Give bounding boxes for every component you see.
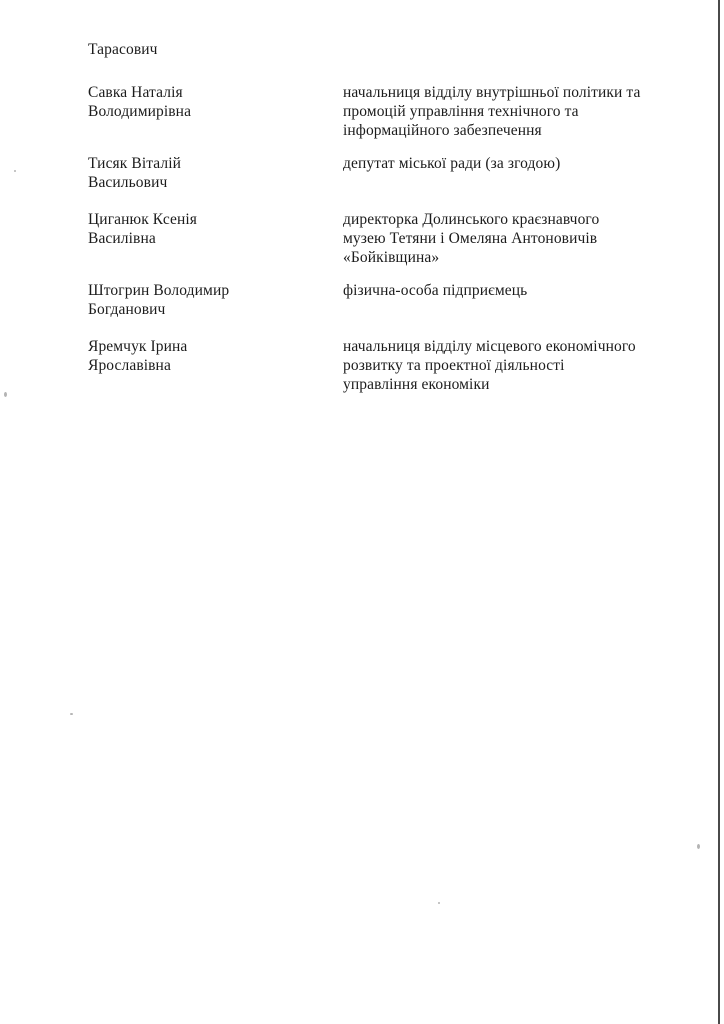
scan-speck (438, 902, 440, 904)
member-role-line: начальниця відділу внутрішньої політики та (343, 84, 641, 101)
member-role-line: інформаційного забезпечення (343, 122, 542, 139)
member-role-line: начальниця відділу місцевого економічного (343, 338, 636, 355)
scan-speck (70, 713, 73, 715)
member-name (88, 83, 343, 121)
leading-line: Тарасович (88, 41, 158, 58)
member-role-line: промоцій управління технічного та (343, 103, 579, 120)
member-role (343, 281, 688, 300)
member-name-line: Васильович (88, 174, 168, 191)
member-row (88, 154, 688, 192)
member-role-line: фізична-особа підприємець (343, 282, 528, 299)
document-body (88, 40, 688, 394)
member-role-line: музею Тетяни і Омеляна Антоновичів (343, 230, 598, 247)
scan-speck (697, 844, 700, 849)
member-role-line: управління економіки (343, 376, 490, 393)
member-role-line: депутат міської ради (за згодою) (343, 155, 561, 172)
member-name (88, 337, 343, 375)
scan-edge-line (718, 0, 720, 1024)
member-name-line: Богданович (88, 301, 166, 318)
member-name (88, 210, 343, 248)
scan-speck (4, 392, 7, 397)
member-name-line: Василівна (88, 230, 156, 247)
scan-speck (14, 170, 16, 172)
member-role (343, 83, 688, 140)
member-name-line: Савка Наталія (88, 84, 183, 101)
member-name-line: Ярославівна (88, 357, 171, 374)
member-row (88, 281, 688, 319)
member-role (343, 337, 688, 394)
member-name-line: Циганюк Ксенія (88, 211, 198, 228)
member-role-line: «Бойківщина» (343, 249, 440, 266)
member-name (88, 281, 343, 319)
member-row (88, 83, 688, 140)
member-name-line: Штогрин Володимир (88, 282, 230, 299)
member-role (343, 210, 688, 267)
member-role-line: розвитку та проектної діяльності (343, 357, 565, 374)
member-row (88, 337, 688, 394)
member-name-line: Яремчук Ірина (88, 338, 188, 355)
member-row (88, 210, 688, 267)
member-name (88, 154, 343, 192)
member-role (343, 154, 688, 173)
member-role-line: директорка Долинського краєзнавчого (343, 211, 600, 228)
member-name-line: Тисяк Віталій (88, 155, 182, 172)
member-name-line: Володимирівна (88, 103, 192, 120)
